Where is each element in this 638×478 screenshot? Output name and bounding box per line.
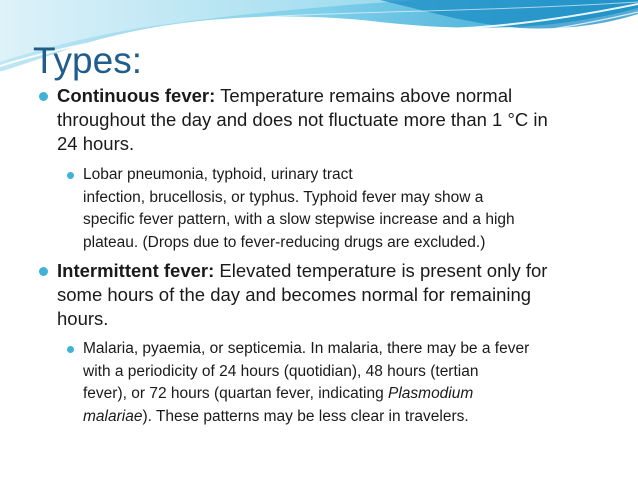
bullet-line: throughout the day and does not fluctuate more than 1 °C in: [57, 109, 548, 130]
sub-bullet-line: specific fever pattern, with a slow stepwise increase and a high: [83, 211, 515, 228]
sub-bullet-dot-icon: [67, 172, 74, 179]
sub-bullet-continuous-examples: [0, 164, 638, 254]
species-italic: malariae: [83, 407, 143, 425]
sub-bullet-intermittent-examples: [0, 338, 638, 428]
slide-title: Types:: [33, 40, 142, 81]
sub-bullet-line: Lobar pneumonia, typhoid, urinary tract: [83, 166, 353, 183]
bullet-line: hours.: [57, 308, 109, 329]
bullet-continuous-fever: [0, 84, 638, 156]
sub-bullet-line: infection, brucellosis, or typhus. Typhoid fever may show a: [83, 188, 484, 206]
sub-bullet-text: ). These patterns may be less clear in travelers.: [142, 407, 469, 425]
bullet-text: Temperature remains above normal: [215, 85, 513, 106]
slide-content: [0, 84, 638, 428]
sub-bullet-line: [83, 383, 598, 406]
bullet-lead: Continuous fever:: [57, 85, 216, 106]
bullet-lead: Intermittent fever:: [57, 260, 215, 281]
bullet-dot-icon: [39, 267, 48, 276]
bullet-line: [57, 84, 598, 108]
bullet-line: [57, 259, 598, 283]
bullet-intermittent-fever: [0, 259, 638, 331]
sub-bullet-line: plateau. (Drops due to fever-reducing drugs are excluded.): [83, 233, 486, 251]
bullet-text: Elevated temperature is present only for: [214, 260, 548, 281]
sub-bullet-line: Malaria, pyaemia, or septicemia. In malaria, there may be a fever: [83, 340, 530, 357]
bullet-dot-icon: [39, 92, 48, 101]
species-italic: Plasmodium: [388, 385, 474, 402]
bullet-line: 24 hours.: [57, 133, 135, 154]
sub-bullet-line: [83, 406, 598, 429]
bullet-line: some hours of the day and becomes normal for remaining: [57, 284, 532, 305]
sub-bullet-text: fever), or 72 hours (quartan fever, indicating: [83, 385, 388, 402]
sub-bullet-dot-icon: [67, 346, 74, 353]
sub-bullet-line: with a periodicity of 24 hours (quotidian), 48 hours (tertian: [83, 362, 479, 380]
